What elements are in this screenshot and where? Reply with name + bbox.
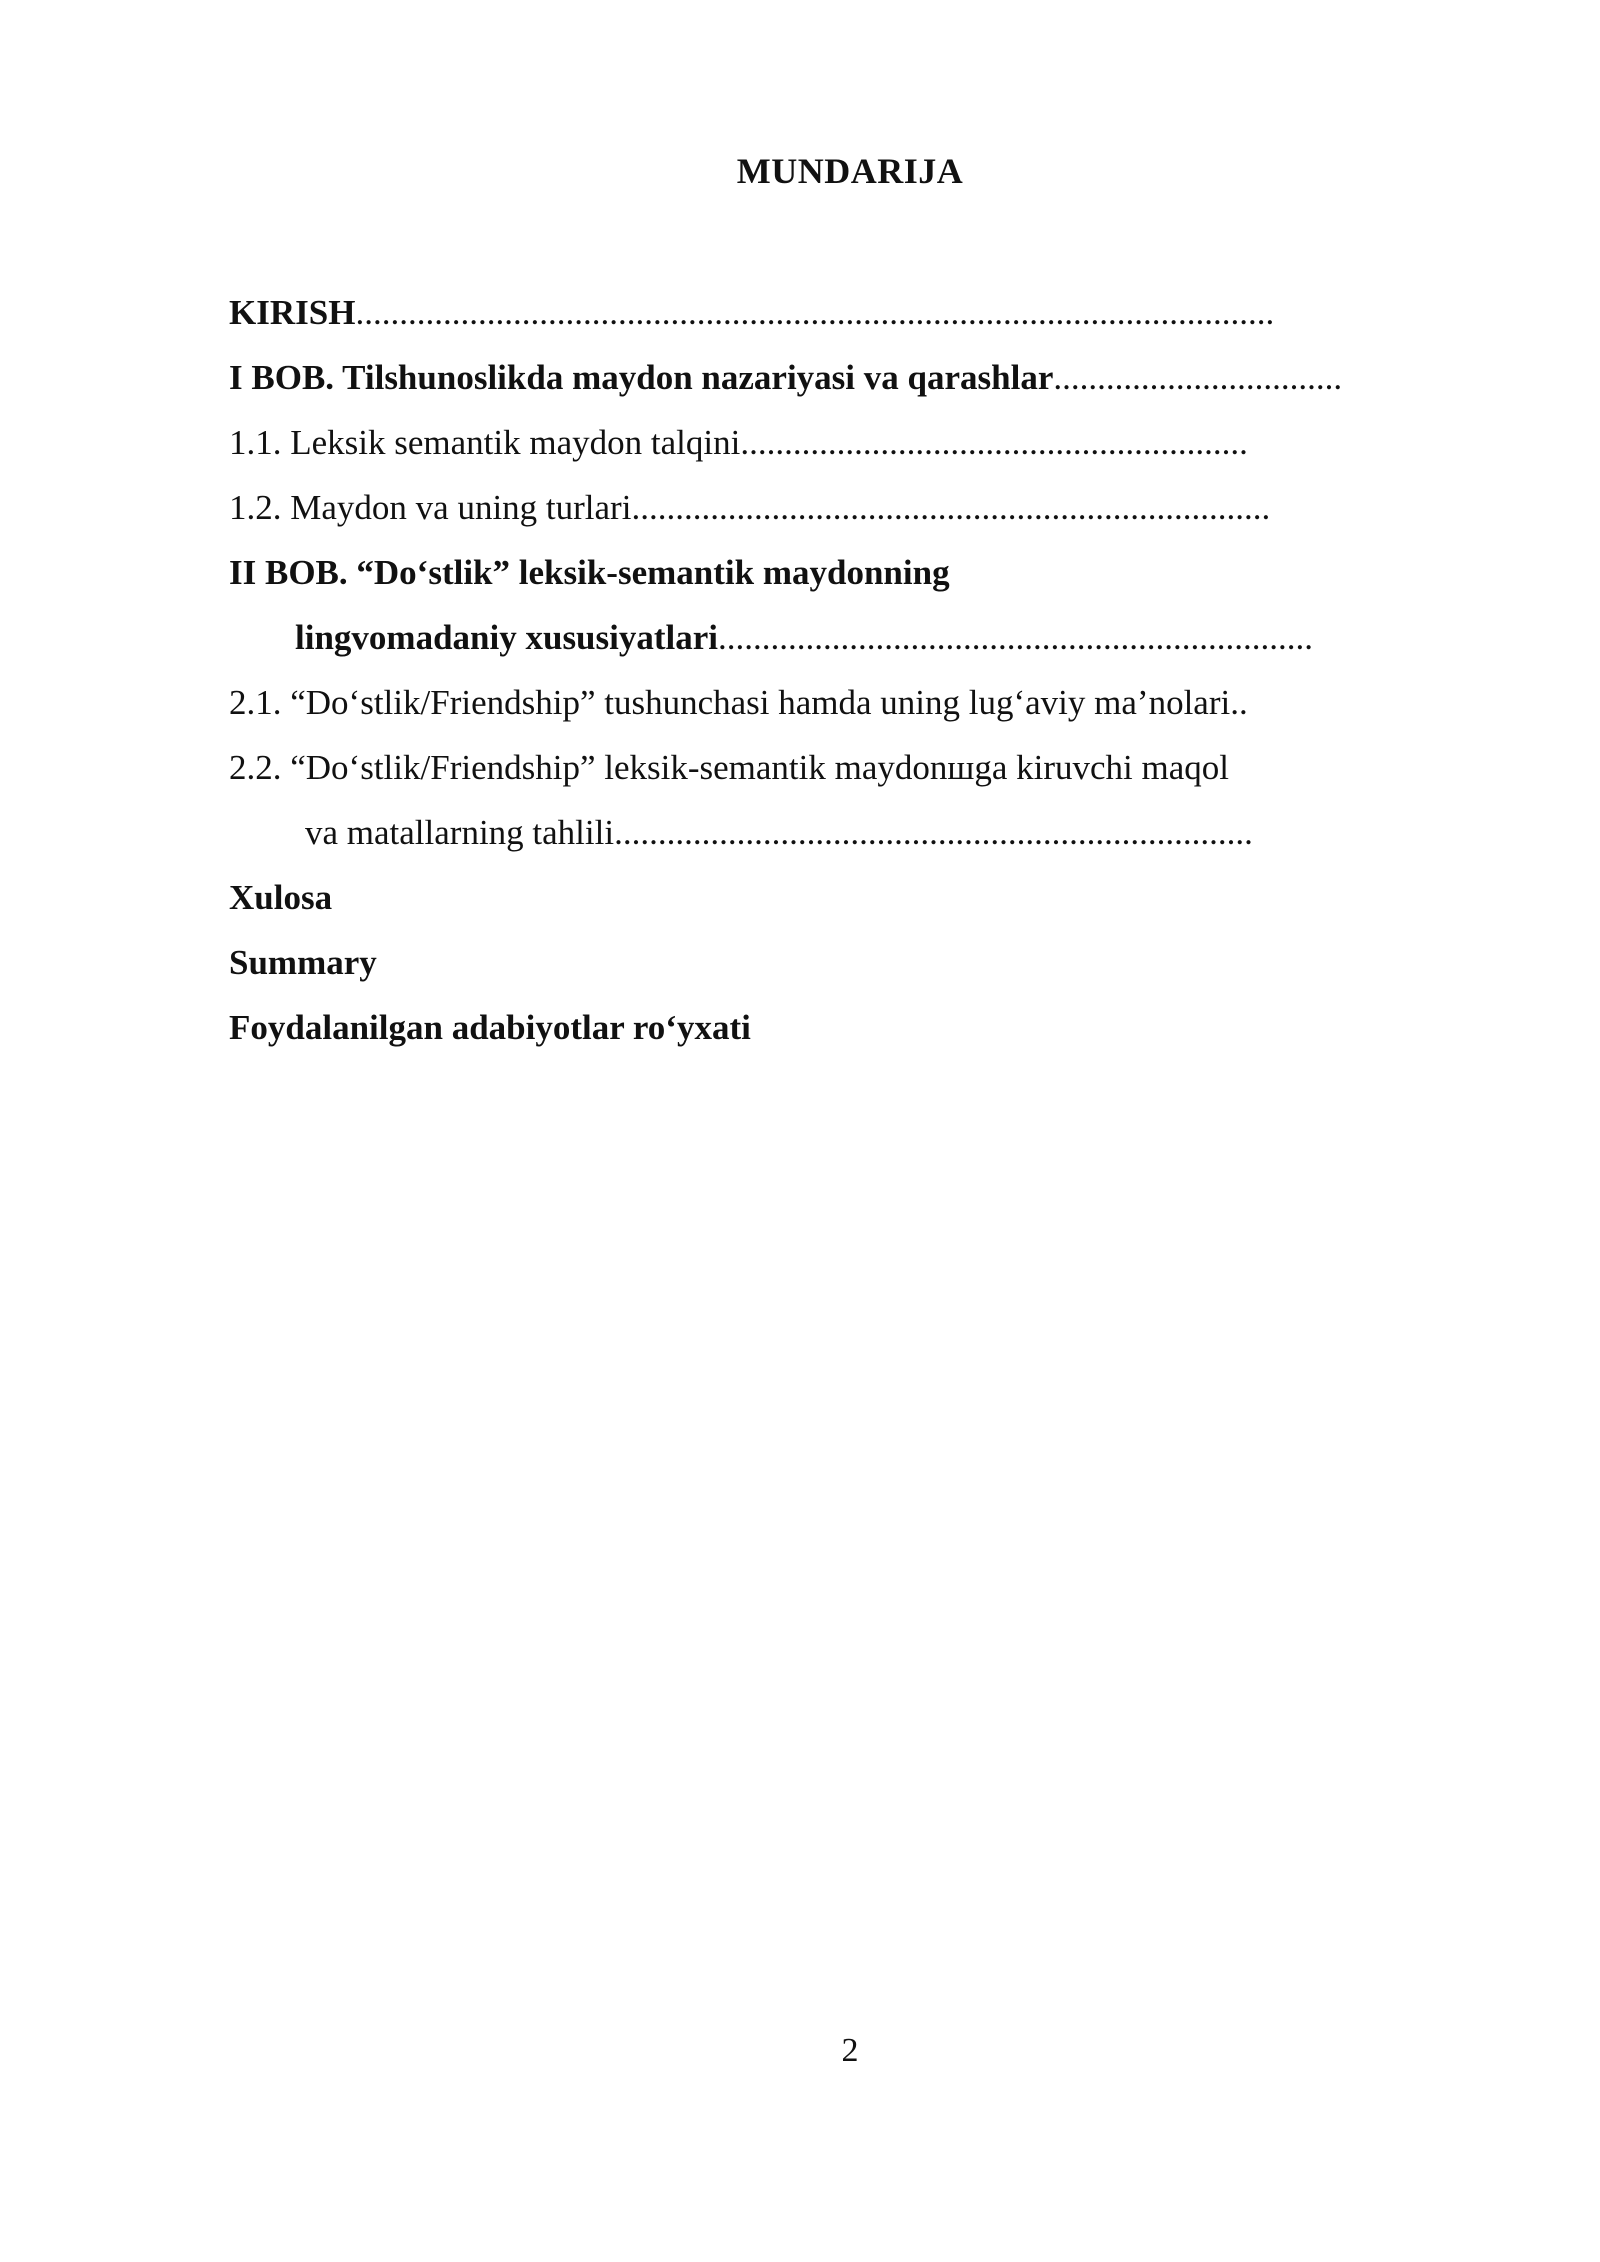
- toc-entry-label: va matallarning tahlili: [305, 813, 615, 852]
- toc-entry-chapter-1[interactable]: [229, 345, 1449, 410]
- toc-entry-label: KIRISH: [229, 293, 356, 332]
- toc-dot-leader: .........................................................................: [614, 813, 1253, 852]
- toc-entry-section-1-1[interactable]: [229, 410, 1449, 475]
- toc-entry-section-2-2-line-1[interactable]: [229, 735, 1449, 800]
- toc-entry-label: 2.1. “Do‘stlik/Friendship” tushunchasi hamda uning lug‘aviy ma’nolari..: [229, 683, 1248, 722]
- toc-entry-label: Summary: [229, 943, 377, 982]
- toc-entry-section-2-2-line-2[interactable]: [229, 800, 1449, 865]
- toc-dot-leader: ..........................................................: [740, 423, 1248, 462]
- toc-entry-section-2-1[interactable]: [229, 670, 1449, 735]
- page-number: 2: [841, 2032, 859, 2069]
- toc-entry-references[interactable]: [229, 995, 1449, 1060]
- toc-entry-label: 1.2. Maydon va uning turlari: [229, 488, 632, 527]
- toc-dot-leader: .................................: [1053, 358, 1343, 397]
- toc-entry-section-1-2[interactable]: [229, 475, 1449, 540]
- toc-entry-chapter-2-line-1[interactable]: [229, 540, 1449, 605]
- toc-entry-label: II BOB. “Do‘stlik” leksik-semantik maydonning: [229, 553, 950, 592]
- toc-entry-label: 1.1. Leksik semantik maydon talqini: [229, 423, 741, 462]
- toc-dot-leader: .........................................................................: [631, 488, 1271, 527]
- toc-entry-xulosa[interactable]: [229, 865, 1449, 930]
- toc-entry-label: lingvomadaniy xususiyatlari: [295, 618, 719, 657]
- toc-dot-leader: ....................................................................: [718, 618, 1314, 657]
- toc-dot-leader: .........................................................................................................: [355, 293, 1275, 332]
- toc-entry-kirish[interactable]: [229, 280, 1449, 345]
- page-title: MUNDARIJA: [736, 151, 964, 191]
- toc-entry-summary[interactable]: [229, 930, 1449, 995]
- toc-entry-chapter-2-line-2[interactable]: [229, 605, 1449, 670]
- toc-entry-label: Foydalanilgan adabiyotlar ro‘yxati: [229, 1008, 751, 1047]
- table-of-contents: [229, 280, 1449, 1060]
- toc-entry-label: I BOB. Tilshunoslikda maydon nazariyasi va qarashlar: [229, 358, 1054, 397]
- toc-entry-label: 2.2. “Do‘stlik/Friendship” leksik-semantik maydonшga kiruvchi maqol: [229, 748, 1229, 787]
- toc-entry-label: Xulosa: [229, 878, 333, 917]
